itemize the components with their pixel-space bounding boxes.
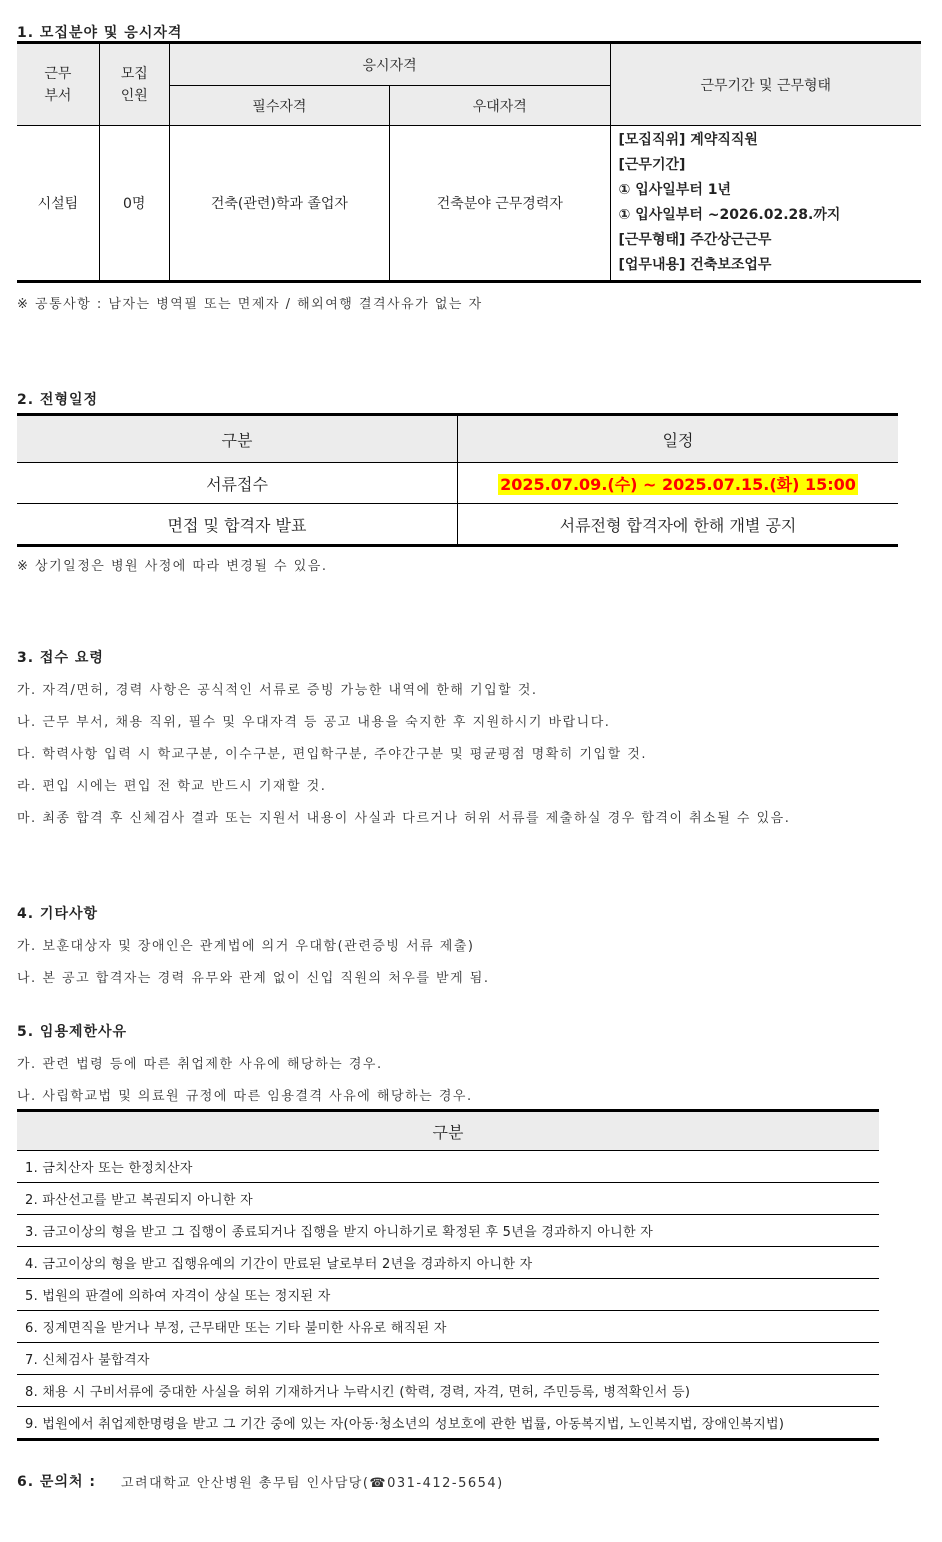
disqualification-row: 4. 금고이상의 형을 받고 집행유예의 기간이 만료된 날로부터 2년을 경과하지 아니한 자 [17, 1247, 879, 1279]
duty-line: [근무형태] 주간상근근무 [618, 232, 772, 248]
header-count: 모집 인원 [99, 43, 169, 126]
duty-line: [근무기간] [618, 157, 686, 173]
cell-required: 건축(관련)학과 졸업자 [169, 126, 389, 282]
section-3-item: 다. 학력사항 입력 시 학교구분, 이수구분, 편입학구분, 주야간구분 및 평균평점 명확히 기입할 것. [17, 747, 647, 762]
section-6-title: 6. 문의처 : [17, 1474, 96, 1490]
section-4-title: 4. 기타사항 [17, 906, 99, 922]
disqualification-row: 6. 징계면직을 받거나 부정, 근무태만 또는 기타 불미한 사유로 해직된 자 [17, 1311, 879, 1343]
schedule-cell-category: 서류접수 [17, 463, 458, 504]
schedule-table [17, 413, 898, 547]
disqualification-row: 1. 금치산자 또는 한정치산자 [17, 1151, 879, 1183]
duty-line: ① 입사일부터 ~2026.02.28.까지 [618, 207, 841, 223]
section-5-item: 나. 사립학교법 및 의료원 규정에 따른 임용결격 사유에 해당하는 경우. [17, 1089, 473, 1104]
section-4-item: 가. 보훈대상자 및 장애인은 관계법에 의거 우대함(관련증빙 서류 제출) [17, 939, 475, 954]
disqualification-row: 8. 채용 시 구비서류에 중대한 사실을 허위 기재하거나 누락시킨 (학력, 경력, 자격, 면허, 주민등록, 병적확인서 등) [17, 1375, 879, 1407]
recruitment-table [17, 41, 921, 283]
section-5-title: 5. 임용제한사유 [17, 1024, 128, 1040]
schedule-cell-category: 면접 및 합격자 발표 [17, 504, 458, 546]
cell-duty [610, 126, 921, 282]
header-dept: 근무 부서 [17, 43, 99, 126]
section-2-note: ※ 상기일정은 병원 사정에 따라 변경될 수 있음. [17, 559, 328, 574]
section-1-note: ※ 공통사항 : 남자는 병역필 또는 면제자 / 해외여행 결격사유가 없는 자 [17, 297, 483, 312]
disqualification-header: 구분 [17, 1111, 879, 1151]
duty-line: ① 입사일부터 1년 [618, 182, 731, 198]
section-3-item: 가. 자격/면허, 경력 사항은 공식적인 서류로 증빙 가능한 내역에 한해 기입할 것. [17, 683, 538, 698]
header-preferred: 우대자격 [390, 86, 610, 126]
disqualification-row: 2. 파산선고를 받고 복권되지 아니한 자 [17, 1183, 879, 1215]
section-3-item: 마. 최종 합격 후 신체검사 결과 또는 지원서 내용이 사실과 다르거나 허위 서류를 제출하실 경우 합격이 취소될 수 있음. [17, 811, 791, 826]
section-3-item: 나. 근무 부서, 채용 직위, 필수 및 우대자격 등 공고 내용을 숙지한 후 지원하시기 바랍니다. [17, 715, 611, 730]
section-4-item: 나. 본 공고 합격자는 경력 유무와 관계 없이 신입 직원의 처우를 받게 됨. [17, 971, 490, 986]
disqualification-row: 3. 금고이상의 형을 받고 그 집행이 종료되거나 집행을 받지 아니하기로 확정된 후 5년을 경과하지 아니한 자 [17, 1215, 879, 1247]
schedule-date-highlight: 2025.07.09.(수) ~ 2025.07.15.(화) 15:00 [500, 474, 856, 494]
schedule-cell-date: 서류전형 합격자에 한해 개별 공지 [458, 504, 899, 546]
section-3-title: 3. 접수 요령 [17, 650, 104, 666]
duty-line: [업무내용] 건축보조업무 [618, 257, 772, 273]
header-required: 필수자격 [169, 86, 389, 126]
header-term: 근무기간 및 근무형태 [610, 43, 921, 126]
cell-preferred: 건축분야 근무경력자 [390, 126, 610, 282]
cell-dept: 시설팀 [17, 126, 99, 282]
cell-count: 0명 [99, 126, 169, 282]
section-2-title: 2. 전형일정 [17, 392, 99, 408]
schedule-cell-date [458, 463, 899, 504]
section-1-title: 1. 모집분야 및 응시자격 [17, 25, 183, 41]
section-5-item: 가. 관련 법령 등에 따른 취업제한 사유에 해당하는 경우. [17, 1057, 383, 1072]
schedule-header-category: 구분 [17, 415, 458, 463]
section-3-item: 라. 편입 시에는 편입 전 학교 반드시 기재할 것. [17, 779, 327, 794]
disqualification-row: 5. 법원의 판결에 의하여 자격이 상실 또는 정지된 자 [17, 1279, 879, 1311]
contact-info: 고려대학교 안산병원 총무팀 인사담당(☎031-412-5654) [121, 1476, 504, 1491]
disqualification-table [17, 1109, 879, 1441]
header-qualification: 응시자격 [169, 43, 610, 86]
duty-line: [모집직위] 계약직직원 [618, 132, 758, 148]
disqualification-row: 7. 신체검사 불합격자 [17, 1343, 879, 1375]
disqualification-row: 9. 법원에서 취업제한명령을 받고 그 기간 중에 있는 자(아동·청소년의 성보호에 관한 법률, 아동복지법, 노인복지법, 장애인복지법) [25, 1417, 785, 1432]
schedule-header-date: 일정 [458, 415, 899, 463]
